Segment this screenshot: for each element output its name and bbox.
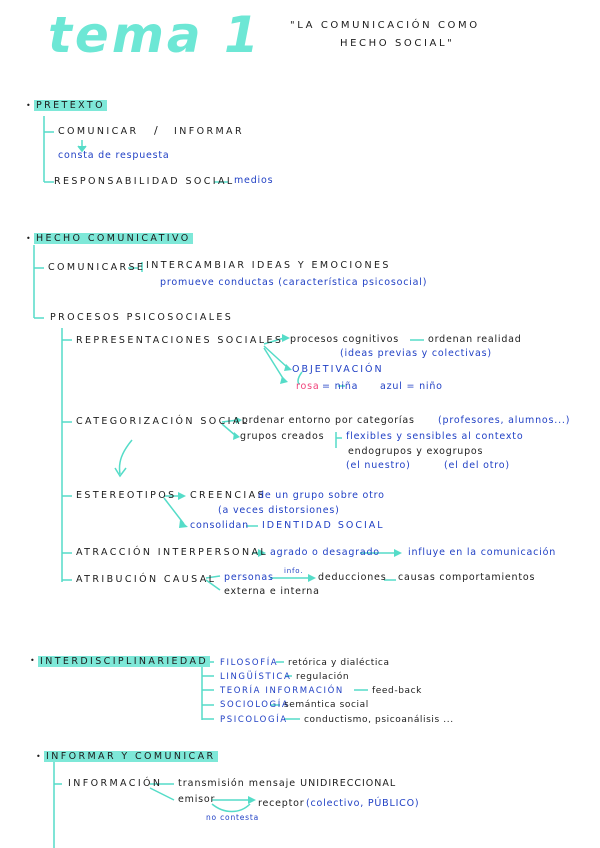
pretexto-branch: [44, 116, 54, 182]
comunicarse-label: COMUNICARSE: [48, 262, 146, 273]
promueve-note: promueve conductas (característica psicosocial): [160, 277, 428, 288]
subtitle-line-1: "LA COMUNICACIÓN COMO: [290, 20, 480, 31]
informacion-label: INFORMACIÓN: [68, 778, 163, 789]
bullet-icon: •: [26, 101, 31, 110]
creencias-label: CREENCIAS: [190, 490, 266, 501]
psicologia-label: PSICOLOGÍA: [220, 715, 288, 725]
ordenan-note: ordenan realidad: [428, 334, 522, 345]
medios-note: medios: [234, 175, 274, 186]
ideas-note: (ideas previas y colectivas): [340, 348, 492, 359]
ejemplos-note: (profesores, alumnos...): [438, 415, 571, 426]
causas-note: causas comportamientos: [398, 572, 536, 583]
linguistica-detail: regulación: [296, 672, 350, 682]
informar-heading: INFORMAR Y COMUNICAR: [46, 751, 216, 762]
informar-label: INFORMAR: [174, 126, 244, 137]
identidad-label: IDENTIDAD SOCIAL: [262, 520, 385, 531]
sociologia-label: SOCIOLOGÍA: [220, 700, 290, 710]
emisor-note: emisor: [178, 794, 216, 805]
filosofia-label: FILOSOFÍA: [220, 658, 279, 668]
ordenar-note: ordenar entorno por categorías: [242, 415, 415, 426]
atraccion-label: ATRACCIÓN INTERPERSONAL: [76, 547, 269, 558]
del-otro-note: (el del otro): [444, 460, 510, 471]
receptor-note: receptor: [258, 798, 305, 809]
pretexto-heading: PRETEXTO: [36, 100, 105, 111]
nina-word: = niña: [322, 381, 359, 392]
rosa-word: rosa: [296, 381, 320, 392]
informar-branch: [54, 762, 62, 848]
bullet-icon: •: [30, 656, 35, 665]
cognitivos-note: procesos cognitivos: [290, 334, 400, 345]
atribucion-label: ATRIBUCIÓN CAUSAL: [76, 574, 217, 585]
categorizacion-label: CATEGORIZACIÓN SOCIAL: [76, 416, 250, 427]
nuestro-note: (el nuestro): [346, 460, 411, 471]
representaciones-label: REPRESENTACIONES SOCIALES: [76, 335, 284, 346]
consolidan-note: consolidan: [190, 520, 249, 531]
grupo-note: de un grupo sobre otro: [258, 490, 385, 501]
page-title: tema 1: [48, 6, 262, 64]
deducciones-note: deducciones: [318, 572, 387, 583]
info-note: info.: [284, 567, 304, 575]
estereotipos-label: ESTEREOTIPOS: [76, 490, 177, 501]
personas-note: personas: [224, 572, 274, 583]
endogrupos-note: endogrupos y exogrupos: [348, 446, 484, 457]
teoria-detail: feed-back: [372, 686, 422, 696]
no-contesta-note: no contesta: [206, 813, 259, 822]
objetivacion-label: OBJETIVACIÓN: [292, 364, 384, 375]
agrado-note: agrado o desagrado: [270, 547, 380, 558]
hecho-heading: HECHO COMUNICATIVO: [36, 233, 191, 244]
consta-note: consta de respuesta: [58, 150, 170, 161]
interdisciplinariedad-heading: INTERDISCIPLINARIEDAD: [40, 656, 209, 667]
teoria-label: TEORÍA INFORMACIÓN: [220, 686, 344, 696]
influye-note: influye en la comunicación: [408, 547, 557, 558]
psicologia-detail: conductismo, psicoanálisis ...: [304, 715, 454, 725]
hecho-branch: [34, 245, 44, 318]
intercambiar-label: INTERCAMBIAR IDEAS Y EMOCIONES: [146, 260, 391, 271]
externa-note: externa e interna: [224, 586, 320, 597]
flexibles-note: flexibles y sensibles al contexto: [346, 431, 524, 442]
filosofia-detail: retórica y dialéctica: [288, 658, 390, 668]
distorsiones-note: (a veces distorsiones): [218, 505, 340, 516]
colectivo-note: (colectivo, PÚBLICO): [306, 798, 420, 809]
slash-separator: /: [154, 124, 160, 137]
subtitle-line-2: HECHO SOCIAL": [340, 38, 455, 49]
procesos-label: PROCESOS PSICOSOCIALES: [50, 312, 234, 323]
azul-note: azul = niño: [380, 381, 443, 392]
procesos-branch: [62, 328, 72, 582]
sociologia-detail: semántica social: [284, 700, 369, 710]
bullet-icon: •: [36, 752, 41, 761]
transmision-note: transmisión mensaje UNIDIRECCIONAL: [178, 778, 397, 789]
responsabilidad-label: RESPONSABILIDAD SOCIAL: [54, 176, 235, 187]
interdisc-branch: [202, 662, 214, 720]
comunicar-label: COMUNICAR: [58, 126, 139, 137]
bullet-icon: •: [26, 234, 31, 243]
grupos-note: grupos creados: [240, 431, 325, 442]
linguistica-label: LINGÜÍSTICA: [220, 672, 292, 682]
